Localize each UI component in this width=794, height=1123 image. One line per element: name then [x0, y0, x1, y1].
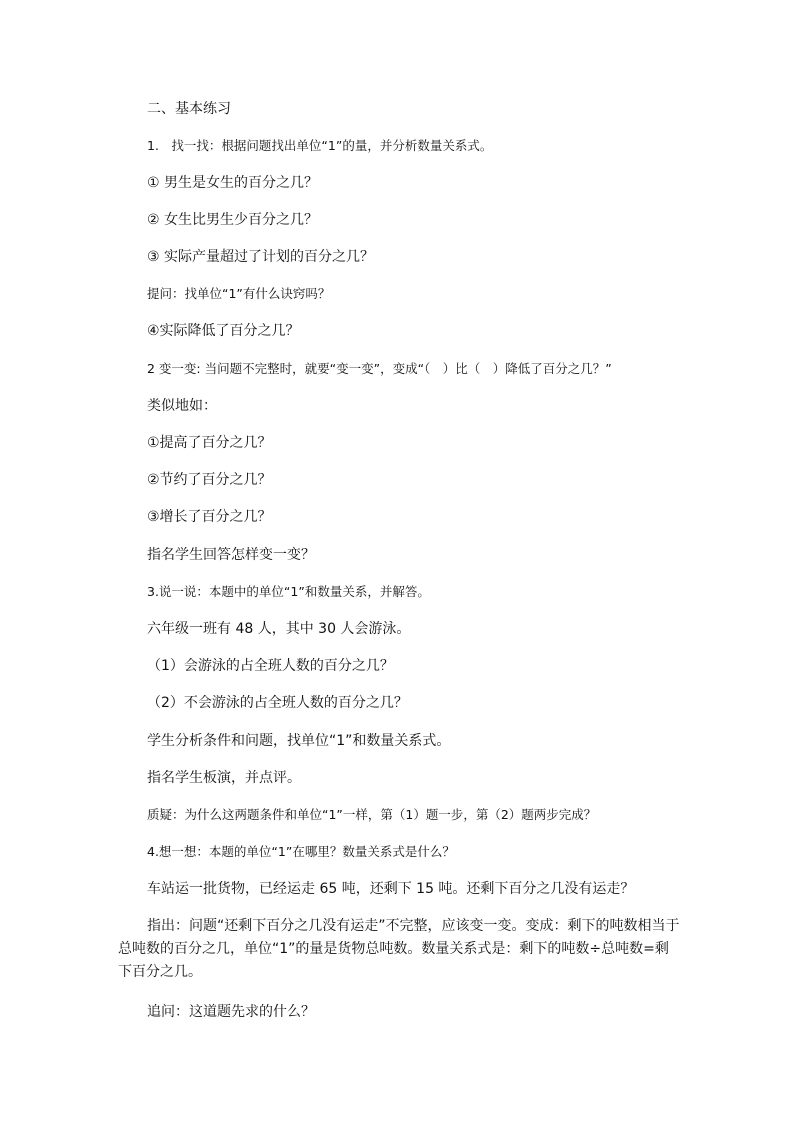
q4-heading: 4.想一想：本题的单位“1”在哪里？数量关系式是什么？ [147, 844, 455, 859]
q3-question: 质疑：为什么这两题条件和单位“1”一样，第（1）题一步，第（2）题两步完成？ [147, 807, 597, 822]
q2-item-3: ③增长了百分之几？ [147, 509, 272, 525]
q4-followup: 追问：这道题先求的什么？ [147, 1004, 315, 1020]
q1-item-1: ① 男生是女生的百分之几？ [147, 175, 319, 191]
q2-item-1: ①提高了百分之几？ [147, 435, 272, 451]
q3-sub-2: （2）不会游泳的占全班人数的百分之几？ [147, 695, 408, 711]
q2-instruction: 指名学生回答怎样变一变？ [147, 547, 315, 563]
q3-problem: 六年级一班有 48 人，其中 30 人会游泳。 [147, 621, 411, 637]
q4-problem: 车站运一批货物，已经运走 65 吨，还剩下 15 吨。还剩下百分之几没有运走？ [147, 881, 635, 897]
q3-sub-1: （1）会游泳的占全班人数的百分之几？ [147, 658, 394, 674]
q2-similar: 类似地如： [147, 398, 217, 414]
q1-item-3: ③ 实际产量超过了计划的百分之几？ [147, 249, 375, 265]
q4-point: 指出：问题“还剩下百分之几没有运走”不完整，应该变一变。变成：剩下的吨数相当于总吨数的百分之几，单位“1”的量是货物总吨数。数量关系式是：剩下的吨数÷总吨数=剩下百分之几。 [118, 918, 680, 980]
q1-item-4: ④实际降低了百分之几？ [147, 323, 300, 339]
section-title: 二、基本练习 [147, 101, 231, 117]
q3-heading: 3.说一说：本题中的单位“1”和数量关系，并解答。 [147, 584, 430, 599]
q2-item-2: ②节约了百分之几？ [147, 472, 272, 488]
q1-heading: 1. 找一找：根据问题找出单位“1”的量，并分析数量关系式。 [147, 138, 493, 153]
q1-prompt: 提问：找单位“1”有什么诀窍吗？ [147, 286, 331, 301]
q3-board: 指名学生板演，并点评。 [147, 770, 301, 786]
q2-heading: 2 变一变: 当问题不完整时，就要“变一变”，变成“（ ）比（ ）降低了百分之几？” [147, 361, 612, 376]
q3-analysis: 学生分析条件和问题，找单位“1”和数量关系式。 [147, 733, 451, 749]
q1-item-2: ② 女生比男生少百分之几？ [147, 212, 319, 228]
